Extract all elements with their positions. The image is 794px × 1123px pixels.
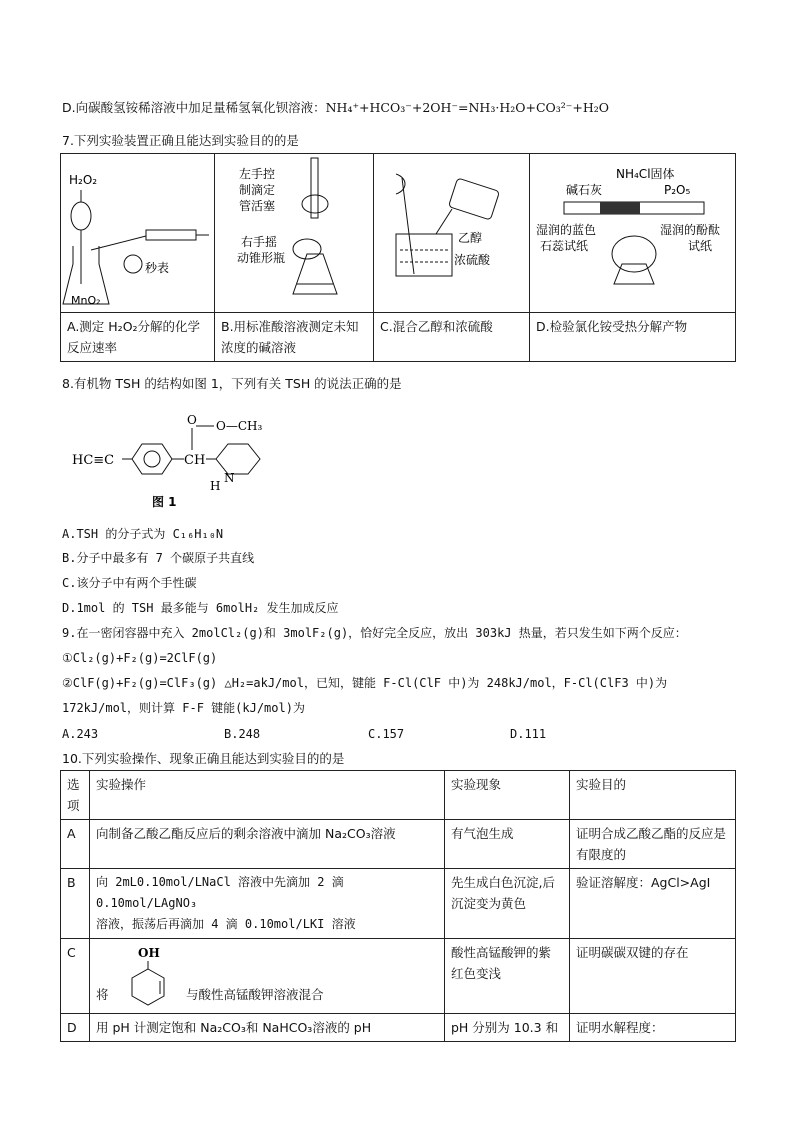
sulfuric-acid-label: 浓硫酸 [454,253,491,267]
q9-reaction-1: ①Cl₂(g)+F₂(g)=2ClF(g) [62,651,218,665]
q9-reaction-2: ②ClF(g)+F₂(g)=ClF₃(g) △H₂=akJ/mol，已知，键能 F-Cl(ClF 中)为 248kJ/mol，F-Cl(ClF3 中)为 [62,676,668,690]
mno2-label: MnO₂ [71,294,101,307]
row-c-pre: 将 [96,987,109,1002]
header-option: 选项 [61,771,90,820]
row-b-operation [90,869,445,939]
q10-table [60,770,736,1042]
table-row [61,1014,736,1042]
h2o2-apparatus-image [61,154,214,312]
row-c-post: 与酸性高锰酸钾溶液混合 [186,987,324,1002]
b-label-1: 左手控 [239,167,276,181]
row-a-phenomenon: 有气泡生成 [445,820,570,869]
q8-stem: 8.有机物 TSH 的结构如图 1，下列有关 TSH 的说法正确的是 [62,376,402,391]
figure-caption: 图 1 [152,495,177,509]
q6-option-d [62,99,609,117]
q9-option-a: A.243 [62,727,99,741]
ch-group: CH [184,453,206,468]
header-phenomenon: 实验现象 [445,771,570,820]
table-row [61,820,736,869]
row-b-phenomenon: 先生成白色沉淀,后沉淀变为黄色 [445,869,570,939]
row-c-phenomenon: 酸性高锰酸钾的紫红色变浅 [445,939,570,1014]
q9-stem: 9.在一密闭容器中充入 2molCl₂(g)和 3molF₂(g)，恰好完全反应，放出 303kJ 热量，若只发生如下两个反应： [62,626,687,640]
q7-image-a [61,154,215,313]
nh4cl-label: NH₄Cl固体 [616,167,675,181]
q7-option-b: B.用标准酸溶液测定未知浓度的碱溶液 [215,313,374,362]
mixing-image [374,154,529,312]
q6d-formula: NH₄⁺+HCO₃⁻+2OH⁻=NH₃·H₂O+CO₃²⁻+H₂O [325,100,610,115]
q8-option-c: C.该分子中有两个手性碳 [62,576,197,590]
q6d-label: D.向碳酸氢铵稀溶液中加足量稀氢氧化钡溶液： [62,100,326,115]
piperidine-n: N [224,471,235,485]
header-goal: 实验目的 [570,771,736,820]
b-label-3: 管活塞 [239,199,276,213]
q10-stem: 10.下列实验操作、现象正确且能达到实验目的的是 [62,751,345,766]
phenolphthalein-label-2: 试纸 [688,239,713,253]
amine-h: H [210,479,221,493]
decomposition-image [530,154,730,312]
table-row [61,939,736,1014]
p2o5-label: P₂O₅ [664,183,691,197]
row-b-operation-line-1: 向 2mL0.10mol/LNaCl 溶液中先滴加 2 滴 0.10mol/LAgNO₃ [96,875,344,910]
header-operation: 实验操作 [90,771,445,820]
row-d-option: D [61,1014,90,1042]
q9-reaction-3: 172kJ/mol，则计算 F-F 键能(kJ/mol)为 [62,701,305,715]
phenolphthalein-label-1: 湿润的酚酞 [660,223,721,237]
row-d-goal: 证明水解程度： [570,1014,736,1042]
row-a-goal: 证明合成乙酸乙酯的反应是有限度的 [570,820,736,869]
h2o2-label: H₂O₂ [69,173,98,187]
q7-option-d: D.检验氯化铵受热分解产物 [530,313,736,362]
methoxy-group: O—CH₃ [216,419,263,433]
titration-image [215,154,373,312]
q7-option-c: C.混合乙醇和浓硫酸 [374,313,530,362]
row-a-operation: 向制备乙酸乙酯反应后的剩余溶液中滴加 Na₂CO₃溶液 [90,820,445,869]
table-row [61,869,736,939]
stopwatch-label: 秒表 [145,261,170,275]
row-d-operation: 用 pH 计测定饱和 Na₂CO₃和 NaHCO₃溶液的 pH [90,1014,445,1042]
b-label-4: 右手摇 [241,235,278,249]
q7-image-b [215,154,374,313]
row-d-phenomenon: pH 分别为 10.3 和 [445,1014,570,1042]
row-c-option: C [61,939,90,1014]
blue-litmus-label-1: 湿润的蓝色 [536,223,597,237]
blue-litmus-label-2: 石蕊试纸 [540,239,589,253]
row-c-operation [90,939,445,1014]
row-b-goal: 验证溶解度：AgCl>AgI [570,869,736,939]
q7-option-a: A.测定 H₂O₂分解的化学反应速率 [61,313,215,362]
q7-image-c [374,154,530,313]
row-b-option: B [61,869,90,939]
q8-option-b: B.分子中最多有 7 个碳原子共直线 [62,551,255,565]
tsh-structure-figure [66,402,296,514]
cyclohexenol-structure [118,943,188,1009]
q7-image-d [530,154,736,313]
q9-option-c: C.157 [368,727,405,741]
row-a-option: A [61,820,90,869]
q9-option-d: D.111 [510,727,547,741]
row-c-goal: 证明碳碳双键的存在 [570,939,736,1014]
q8-option-a: A.TSH 的分子式为 C₁₆H₁₀N [62,527,224,541]
b-label-2: 制滴定 [239,183,276,197]
ethanol-label: 乙醇 [458,231,483,245]
carbonyl-o: O [187,413,197,427]
alkyne-group: HC≡C [72,453,115,468]
q9-option-b: B.248 [224,727,261,741]
soda-lime-label: 碱石灰 [566,183,603,197]
q7-table [60,153,736,362]
b-label-5: 动锥形瓶 [237,251,286,265]
q10-header-row [61,771,736,820]
oh-group: OH [138,946,160,960]
q8-option-d: D.1mol 的 TSH 最多能与 6molH₂ 发生加成反应 [62,601,339,615]
row-b-operation-line-2: 溶液，振荡后再滴加 4 滴 0.10mol/LKI 溶液 [96,917,356,931]
q7-stem: 7.下列实验装置正确且能达到实验目的的是 [62,133,299,148]
